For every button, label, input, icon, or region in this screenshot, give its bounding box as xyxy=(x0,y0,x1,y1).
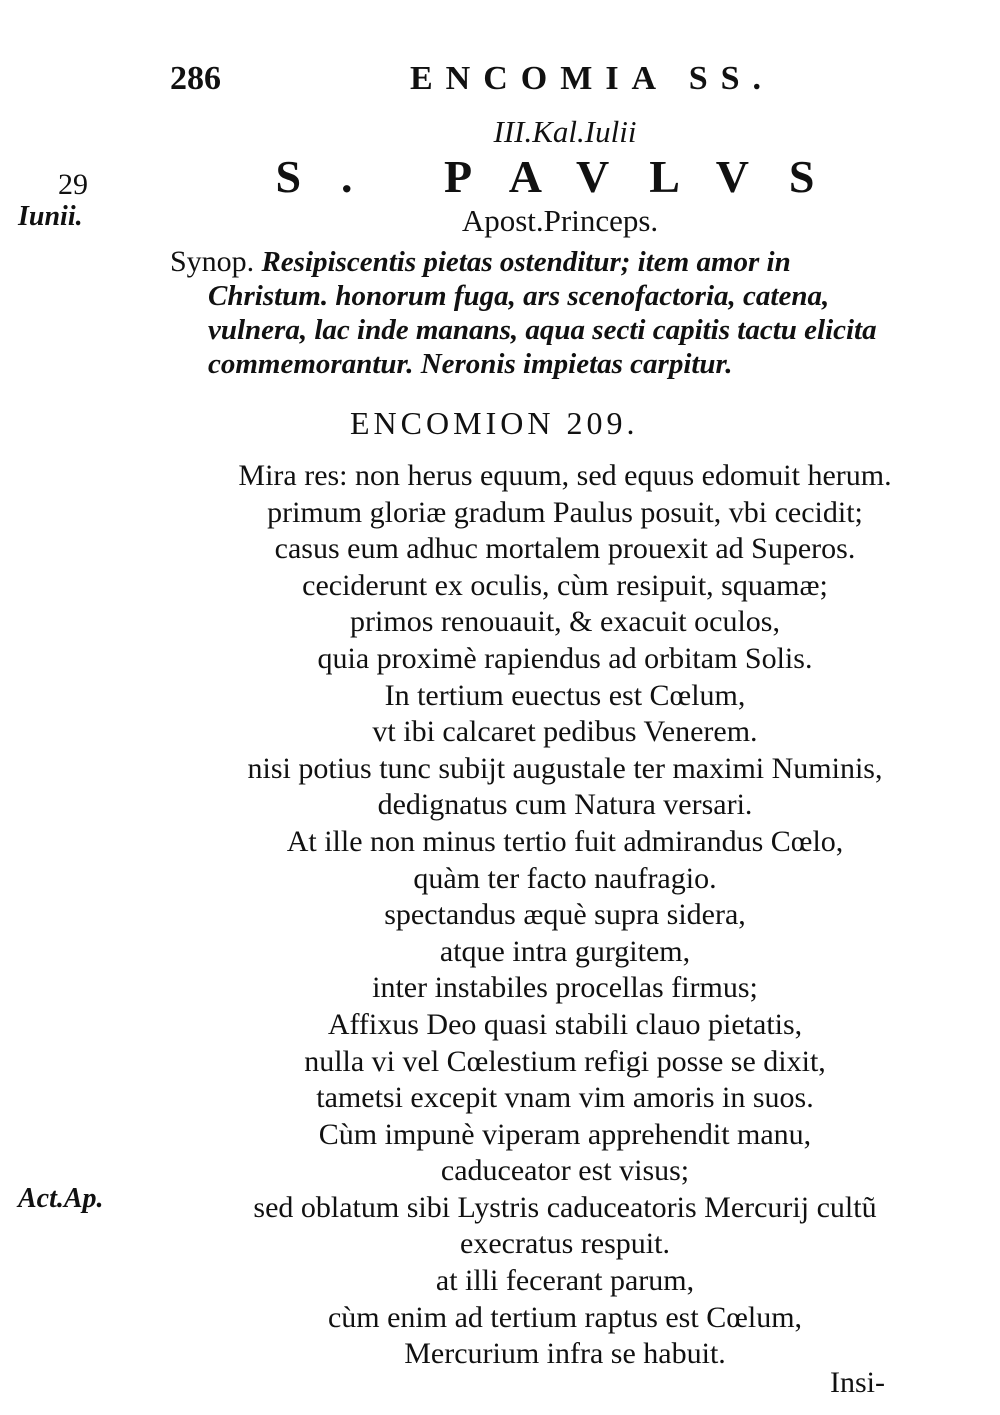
verse-line: inter instabiles procellas firmus; xyxy=(372,971,758,1005)
verse-line: atque intra gurgitem, xyxy=(439,934,691,968)
encomion-heading: ENCOMION 209. xyxy=(350,405,639,441)
verse-line: casus eum adhuc mortalem prouexit ad Superos. xyxy=(274,532,856,566)
verse-line: Affixus Deo quasi stabili clauo pietatis, xyxy=(327,1007,803,1041)
verse-line: spectandus æquè supra sidera, xyxy=(384,898,746,932)
verse-line: ceciderunt ex oculis, cùm resipuit, squamæ; xyxy=(302,568,828,602)
margin-reference: Act.Ap. xyxy=(18,1183,104,1214)
synopsis xyxy=(170,245,955,381)
verse-line: quia proximè rapiendus ad orbitam Solis. xyxy=(317,641,813,675)
verse-line: primum gloriæ gradum Paulus posuit, vbi cecidit; xyxy=(267,495,863,529)
page-number: 286 xyxy=(170,60,221,97)
verse-line: sed oblatum sibi Lystris caduceatoris Mercurij cultũ xyxy=(253,1190,877,1224)
margin-date-month: Iunii. xyxy=(18,201,83,232)
saint-epithet: Apost.Princeps. xyxy=(461,203,659,238)
synopsis-text: Resipiscentis pietas ostenditur; item amor in xyxy=(261,246,791,278)
verse-line: primos renouauit, & exacuit oculos, xyxy=(350,605,780,639)
verse-line: caduceator est visus; xyxy=(440,1154,690,1188)
verse-line: quàm ter facto naufragio. xyxy=(413,861,717,895)
verse-line: tametsi excepit vnam vim amoris in suos. xyxy=(316,1081,814,1115)
synopsis-line: commemorantur. Neronis impietas carpitur. xyxy=(208,348,733,380)
synopsis-line xyxy=(170,245,955,279)
running-title: ENCOMIA SS. xyxy=(410,60,775,97)
synopsis-line: vulnera, lac inde manans, aqua secti capitis tactu elicita xyxy=(208,314,877,346)
verse-line: execratus respuit. xyxy=(460,1227,670,1261)
verse-line: nulla vi vel Cœlestium refigi posse se dixit, xyxy=(304,1044,826,1078)
margin-date-day: 29 xyxy=(58,168,88,201)
verse-line: cùm enim ad tertium raptus est Cœlum, xyxy=(327,1300,803,1334)
verse-line: Mira res: non herus equum, sed equus edomuit herum. xyxy=(238,459,892,492)
saint-name: S. PAVLVS xyxy=(275,151,855,202)
catchword: Insi- xyxy=(830,1366,885,1399)
verse-line: nisi potius tunc subijt augustale ter maximi Numinis, xyxy=(247,751,883,785)
verse-line: dedignatus cum Natura versari. xyxy=(377,788,753,822)
verse-line: at illi fecerant parum, xyxy=(435,1264,695,1298)
verse-line: Mercurium infra se habuit. xyxy=(404,1337,726,1371)
verse-line: In tertium euectus est Cœlum, xyxy=(384,678,746,712)
verse-line: vt ibi calcaret pedibus Venerem. xyxy=(372,715,758,749)
verse-line: Cùm impunè viperam apprehendit manu, xyxy=(318,1117,812,1151)
synopsis-line: Christum. honorum fuga, ars scenofactoria, catena, xyxy=(208,280,830,312)
verse-line: At ille non minus tertio fuit admirandus Cœlo, xyxy=(286,824,844,858)
encomion-text xyxy=(170,458,960,1373)
synopsis-label: Synop. xyxy=(170,245,255,278)
feast-date: III.Kal.Iulii xyxy=(493,114,637,149)
